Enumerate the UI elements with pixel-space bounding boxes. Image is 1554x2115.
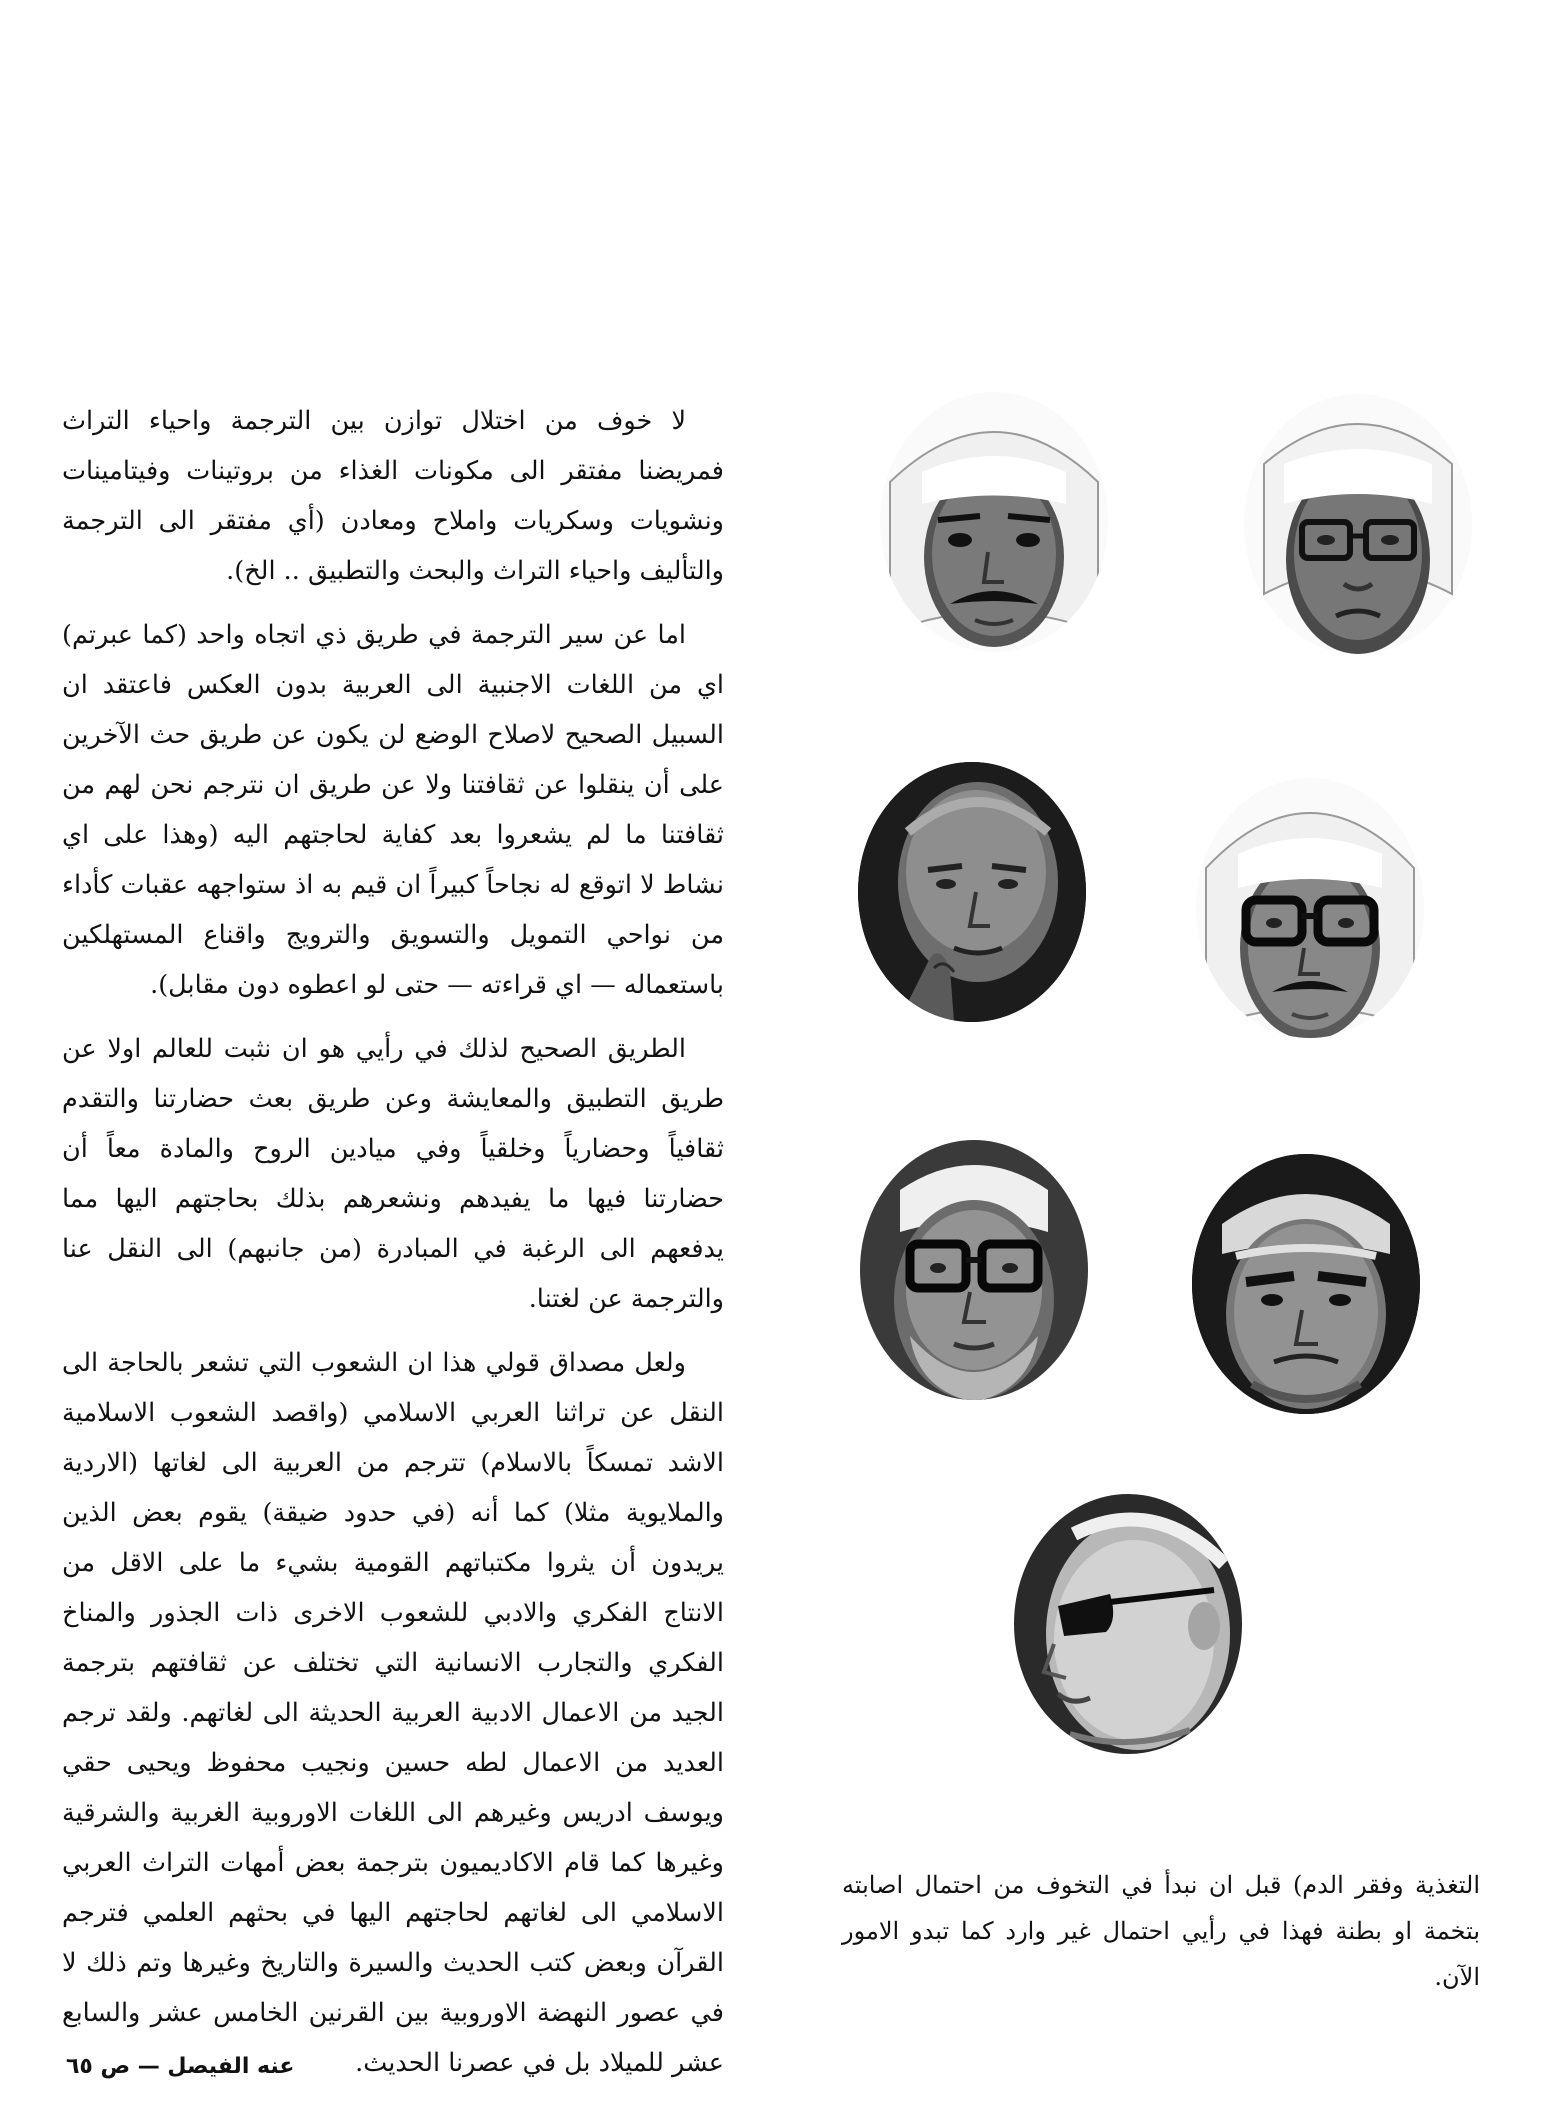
- article-paragraph: اما عن سير الترجمة في طريق ذي اتجاه واحد (كما عبرتم) اي من اللغات الاجنبية الى العربية بدون العكس فاعتقد ان السبيل الصحيح لاصلاح الوضع لن يكون عن طريق حث الآخرين على أن ينقلوا عن ثقافتنا ولا عن طريق ان نترجم نحن لهم من ثقافتنا ما لم يشعروا بعد كفاية لحاجتهم اليه (وهذا على اي نشاط لا اتوقع له نجاحاً كبيراً ان قيم به اذ ستواجهه عقبات كأداء من نواحي التمويل والتسويق والترويج واقناع المستهلكين باستعماله — اي قراءته — حتى لو اعطوه دون مقابل).: [62, 620, 724, 1000]
- portrait-photo-4: [858, 762, 1086, 1022]
- portrait-photo-5: [1192, 1154, 1420, 1414]
- article-paragraph: ولعل مصداق قولي هذا ان الشعوب التي تشعر بالحاجة الى النقل عن تراثنا العربي الاسلامي (واقصد الشعوب الاسلامية الاشد تمسكاً بالاسلام) تترجم من العربية الى لغاتها (الاردية والملايوية مثلا) كما أنه (في حدود ضيقة) يقوم بعض الذين يريدون أن يثروا مكتباتهم القومية بشيء ما على الاقل من الانتاج الفكري والادبي للشعوب الاخرى ذات الجذور والمناخ الفكري والتجارب الانسانية التي تختلف عن ثقافتهم بترجمة الجيد من الاعمال الادبية العربية الحديثة الى لغاتهم. ولقد ترجم العديد من الاعمال لطه حسين ونجيب محفوظ ويحيى حقي ويوسف ادريس وغيرهم الى اللغات الاوروبية الغربية والشرقية وغيرها كما قام الاكاديميون بترجمة بعض أمهات التراث العربي الاسلامي الى لغاتهم لحاجتهم اليها في بحثهم العلمي فترجم القرآن وبعض كتب الحديث والسيرة والتاريخ وغيرها وتم ذلك لا في عصور النهضة الاوروبية بين القرنين الخامس عشر والسابع عشر للميلاد بل في عصرنا الحديث.: [62, 1348, 724, 2078]
- page-footer: عنه الفيصل — ص ٦٥: [66, 2054, 295, 2079]
- portrait-photo-1: [1244, 394, 1472, 654]
- portrait-photo-2: [880, 392, 1108, 652]
- portrait-photo-3: [1196, 778, 1424, 1038]
- article-paragraph: الطريق الصحيح لذلك في رأيي هو ان نثبت للعالم اولا عن طريق التطبيق والمعايشة وعن طريق بعث حضارتنا والتقدم ثقافياً وحضارياً وخلقياً وفي ميادين الروح والمادة معاً أن حضارتنا فيها ما يفيدهم ونشعرهم بذلك بحاجتهم اليها مما يدفعهم الى الرغبة في المبادرة (من جانبهم) الى النقل عنا والترجمة عن لغتنا.: [62, 1034, 724, 1314]
- article-paragraph: لا خوف من اختلال توازن بين الترجمة واحياء التراث فمريضنا مفتقر الى مكونات الغذاء من بروتينات وفيتامينات ونشويات وسكريات واملاح ومعادن (أي مفتقر الى الترجمة والتأليف واحياء التراث والبحث والتطبيق .. الخ).: [62, 406, 724, 586]
- portrait-photo-6: [860, 1140, 1088, 1400]
- photo-caption: التغذية وفقر الدم) قبل ان نبدأ في التخوف من احتمال اصابته بتخمة او بطنة فهذا في رأيي احتمال غير وارد كما تبدو الامور الآن.: [842, 1871, 1481, 1991]
- portrait-photo-7: [1014, 1494, 1242, 1754]
